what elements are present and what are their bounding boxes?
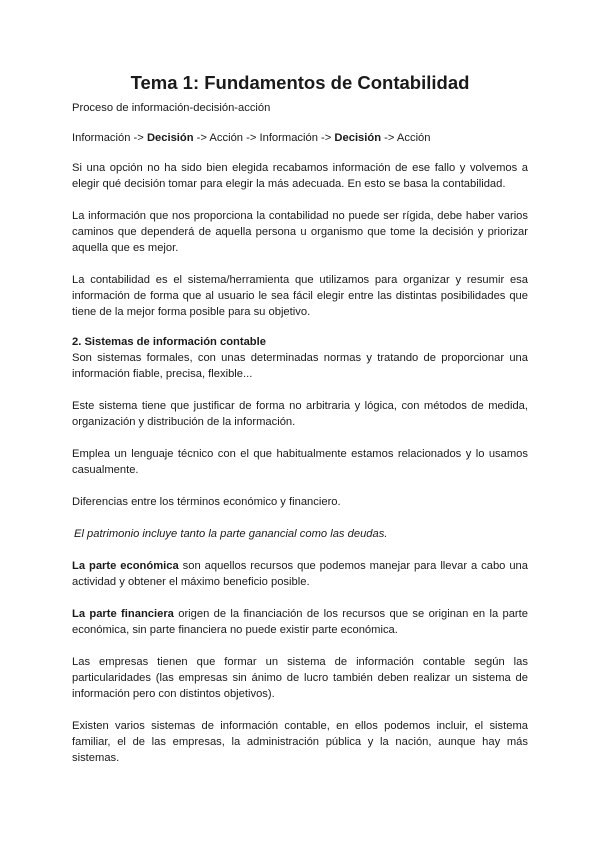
paragraph: Son sistemas formales, con unas determinadas normas y tratando de proporcionar una información fiable, precisa, flexible... (72, 352, 528, 380)
economica-text: son aquellos recursos que podemos manejar para llevar a cabo una actividad y obtener el máximo beneficio posible. (72, 560, 528, 588)
flow-bold-2: Decisión (334, 132, 382, 144)
paragraph: La contabilidad es el sistema/herramienta que utilizamos para organizar y resumir esa información de forma que al usuario le sea fácil elegir entre las distintas posibilidades que tiene de la mejor forma posible para su objetivo. (72, 274, 528, 318)
term-financiera: La parte financiera (72, 608, 174, 620)
document-page (72, 70, 528, 766)
flow-part-2: -> Acción -> Información -> (193, 132, 335, 144)
paragraph-economica (72, 558, 528, 590)
paragraph: Diferencias entre los términos económico y financiero. (72, 496, 341, 508)
paragraph: La información que nos proporciona la contabilidad no puede ser rígida, debe haber varios caminos que dependerá de aquella persona u organismo que tome la decisión y priorizar aquella que es mejor. (72, 210, 528, 254)
flow-part-3: -> Acción (381, 132, 431, 144)
process-flow (72, 130, 528, 146)
paragraph: Si una opción no ha sido bien elegida recabamos información de ese fallo y volvemos a elegir qué decisión tomar para elegir la más adecuada. En esto se basa la contabilidad. (72, 162, 528, 190)
section-heading: 2. Sistemas de información contable (72, 336, 266, 348)
italic-note: El patrimonio incluye tanto la parte ganancial como las deudas. (74, 528, 388, 540)
subtitle: Proceso de información-decisión-acción (72, 102, 271, 114)
paragraph: Emplea un lenguaje técnico con el que habitualmente estamos relacionados y lo usamos casualmente. (72, 448, 528, 476)
page-title: Tema 1: Fundamentos de Contabilidad (130, 72, 470, 93)
paragraph: Las empresas tienen que formar un sistema de información contable según las particularidades (las empresas sin ánimo de lucro también deben realizar un sistema de información pero con distintos objetivos). (72, 656, 528, 700)
flow-bold-1: Decisión (146, 132, 194, 144)
financiera-text: origen de la financiación de los recursos que se originan en la parte económica, sin parte financiera no puede existir parte económica. (72, 608, 528, 636)
flow-part-1: Información -> (72, 132, 147, 144)
paragraph: Este sistema tiene que justificar de forma no arbitraria y lógica, con métodos de medida, organización y distribución de la información. (72, 400, 528, 428)
term-economica: La parte económica (72, 560, 179, 572)
paragraph-financiera (72, 606, 528, 638)
paragraph: Existen varios sistemas de información contable, en ellos podemos incluir, el sistema familiar, el de las empresas, la administración pública y la nación, aunque hay más sistemas. (72, 720, 528, 764)
